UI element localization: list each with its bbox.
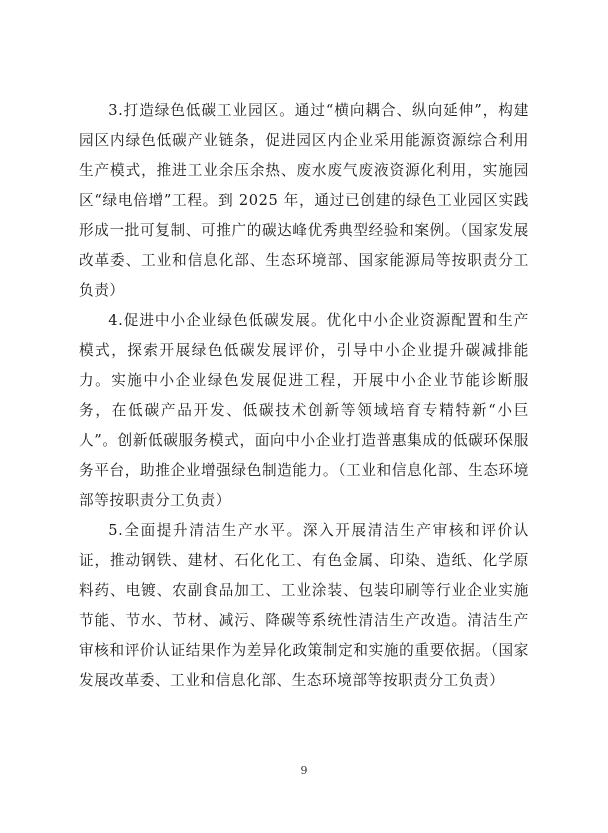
page-number: 9 bbox=[300, 764, 308, 777]
paragraph-clean-production: 5.全面提升清洁生产水平。深入开展清洁生产审核和评价认证，推动钢铁、建材、石化化工、有色金属、印染、造纸、化学原料药、电镀、农副食品加工、工业涂装、包装印刷等行业企业实施节能、节水、节材、减污、降碳等系统性清洁生产改造。清洁生产审核和评价认证结果作为差异化政策制定和实施的重要依据。（国家发展改革委、工业和信息化部、生态环境部等按职责分工负责） bbox=[79, 522, 529, 689]
document-body bbox=[79, 96, 529, 696]
paragraph-green-industrial-parks: 3.打造绿色低碳工业园区。通过“横向耦合、纵向延伸”，构建园区内绿色低碳产业链条，促进园区内企业采用能源资源综合利用生产模式，推进工业余压余热、废水废气废液资源化利用，实施园区“绿电倍增”工程。到 2025 年，通过已创建的绿色工业园区实践形成一批可复制、可推广的碳达峰优秀典型经验和案例。（国家发展改革委、工业和信息化部、生态环境部、国家能源局等按职责分工负责） bbox=[79, 102, 529, 299]
paragraph-sme-low-carbon: 4.促进中小企业绿色低碳发展。优化中小企业资源配置和生产模式，探索开展绿色低碳发展评价，引导中小企业提升碳减排能力。实施中小企业绿色发展促进工程，开展中小企业节能诊断服务，在低碳产品开发、低碳技术创新等领域培育专精特新“小巨人”。创新低碳服务模式，面向中小企业打造普惠集成的低碳环保服务平台，助推企业增强绿色制造能力。（工业和信息化部、生态环境部等按职责分工负责） bbox=[79, 312, 529, 509]
